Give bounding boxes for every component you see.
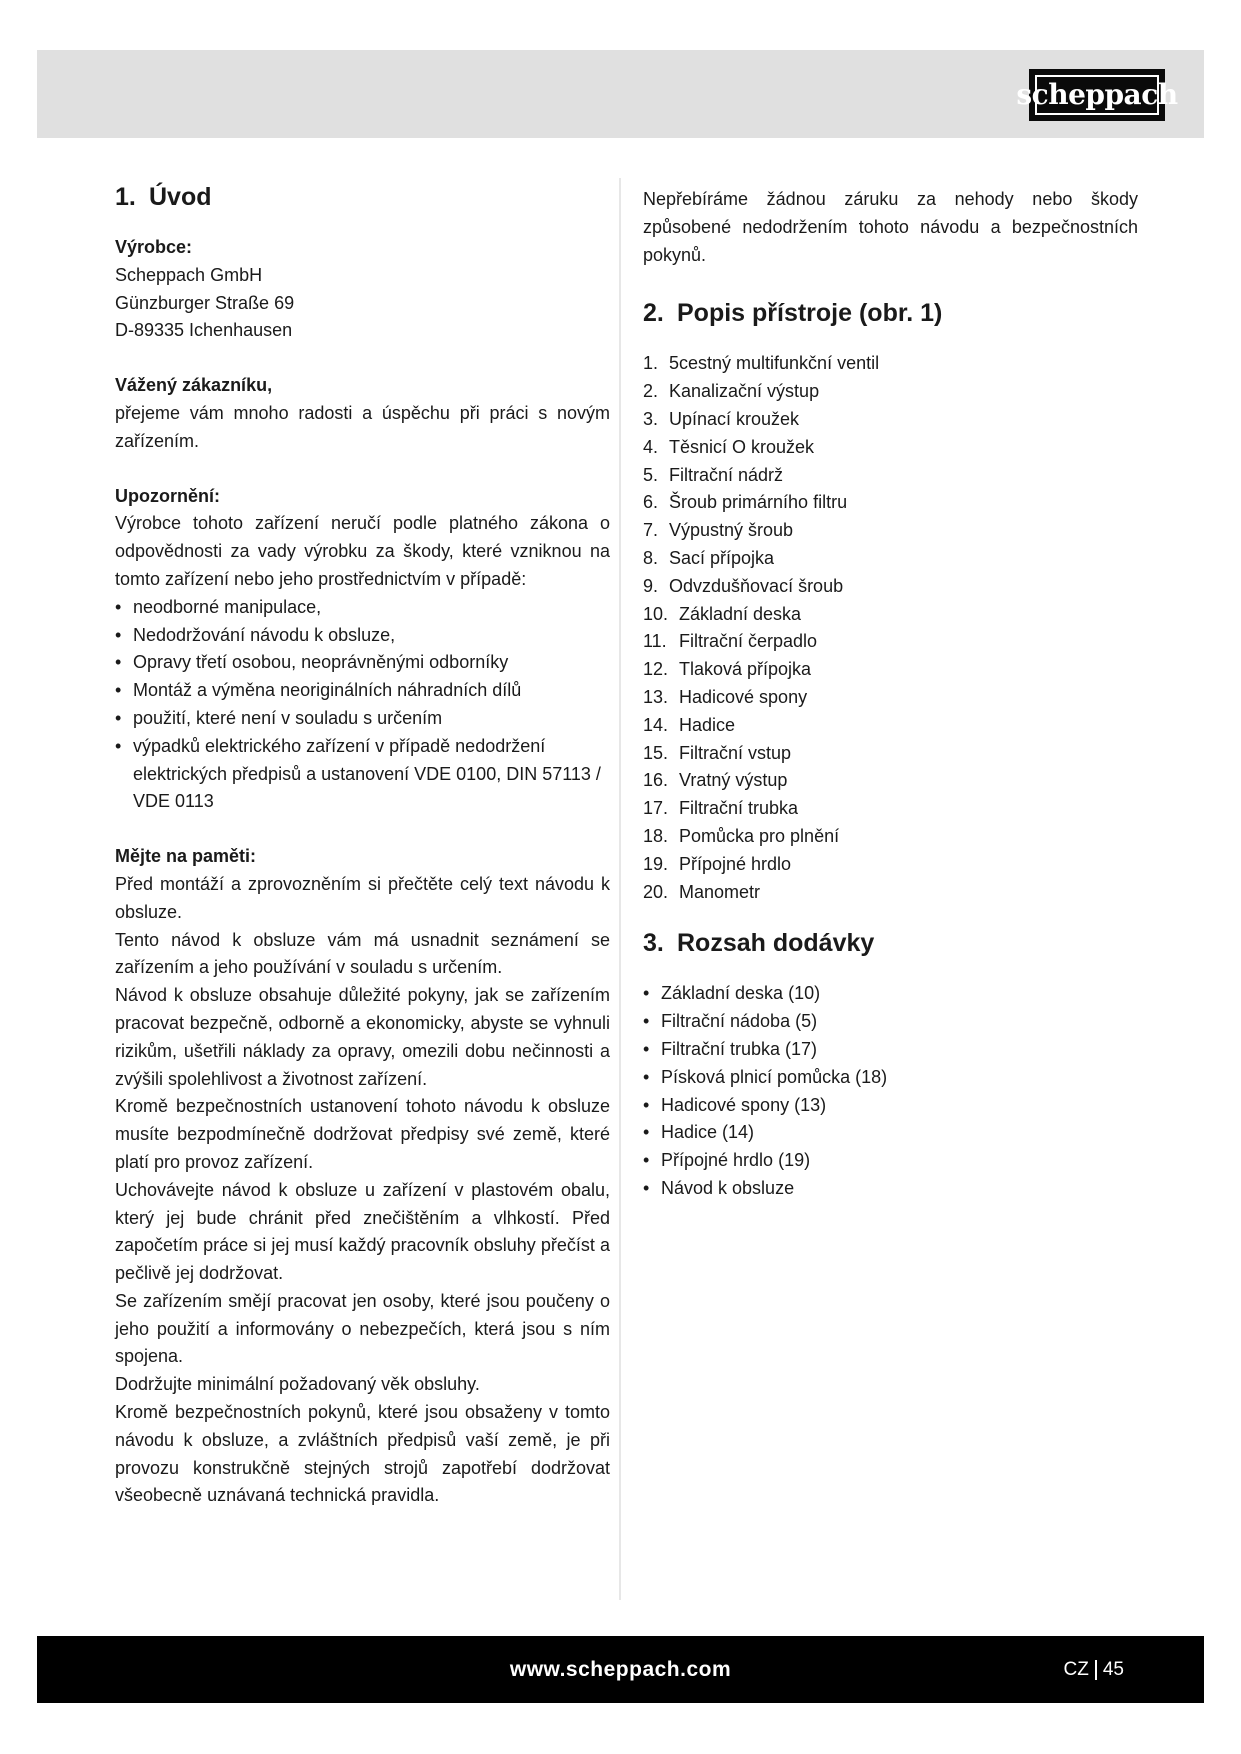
part-name: Pomůcka pro plnění bbox=[679, 825, 840, 846]
part-name: Filtrační trubka bbox=[679, 798, 799, 819]
part-number: 11. bbox=[643, 631, 667, 652]
list-item bbox=[643, 656, 1138, 684]
remember-paragraph: Před montáží a zprovozněním si přečtěte celý text návodu k obsluze. bbox=[115, 873, 610, 922]
section-1-title: Úvod bbox=[149, 183, 212, 211]
list-item: • Hadicové spony (13) bbox=[643, 1092, 1138, 1120]
list-item bbox=[643, 489, 1138, 517]
list-item bbox=[643, 684, 1138, 712]
page-indicator bbox=[1064, 1636, 1124, 1703]
remember-paragraph: Kromě bezpečnostních ustanovení tohoto návodu k obsluze musíte bezpodmínečně dodržovat předpisy své země, které platí pro provoz zařízení. bbox=[115, 1096, 610, 1172]
section-1-number: 1. bbox=[115, 183, 136, 211]
manufacturer-line: Scheppach GmbH bbox=[115, 264, 263, 285]
section-3-title: Rozsah dodávky bbox=[677, 929, 875, 958]
part-number: 17. bbox=[643, 798, 669, 819]
part-number: 10. bbox=[643, 603, 669, 624]
remember-label: Mějte na paměti: bbox=[115, 846, 257, 867]
part-name: 5cestný multifunkční ventil bbox=[669, 353, 880, 374]
list-item bbox=[643, 628, 1138, 656]
list-item bbox=[643, 851, 1138, 879]
disclaimer-text: Nepřebíráme žádnou záruku za nehody nebo škody způsobené nedodržením tohoto návodu a bezpečnostních pokynů. bbox=[643, 189, 1138, 265]
section-3-heading bbox=[643, 926, 1138, 960]
section-2-number: 2. bbox=[643, 299, 664, 328]
remember-paragraph: Návod k obsluze obsahuje důležité pokyny, jak se zařízením pracovat bezpečně, odborně a ekonomicky, abyste se vyhnuli rizikům, ušetřili náklady za opravy, omezili dobu nečinnosti a zvýšili spolehlivost a životnost zařízení. bbox=[115, 985, 610, 1089]
footer-bar bbox=[37, 1636, 1204, 1703]
section-1-heading bbox=[115, 180, 610, 214]
part-number: 6. bbox=[643, 492, 659, 513]
list-item: • Filtrační trubka (17) bbox=[643, 1036, 1138, 1064]
footer-url-text[interactable]: www.scheppach.com bbox=[509, 1657, 732, 1681]
part-name: Tlaková přípojka bbox=[679, 659, 812, 680]
list-item: • neodborné manipulace, bbox=[115, 594, 610, 622]
part-name: Vratný výstup bbox=[679, 770, 788, 791]
notice-label: Upozornění: bbox=[115, 485, 220, 506]
list-item bbox=[643, 823, 1138, 851]
greeting-label: Vážený zákazníku, bbox=[115, 375, 273, 396]
list-item: • Nedodržování návodu k obsluze, bbox=[115, 622, 610, 650]
list-item bbox=[643, 350, 1138, 378]
part-name: Hadicové spony bbox=[679, 686, 808, 707]
delivery-list bbox=[643, 980, 1138, 1202]
list-item bbox=[643, 406, 1138, 434]
greeting-text: přejeme vám mnoho radosti a úspěchu při práci s novým zařízením. bbox=[115, 402, 610, 451]
part-name: Filtrační vstup bbox=[679, 742, 792, 763]
part-name: Výpustný šroub bbox=[669, 520, 794, 541]
list-item bbox=[643, 545, 1138, 573]
list-item: • Písková plnicí pomůcka (18) bbox=[643, 1064, 1138, 1092]
column-divider bbox=[619, 178, 621, 1600]
part-name: Upínací kroužek bbox=[669, 408, 800, 429]
notice-text: Výrobce tohoto zařízení neručí podle platného zákona o odpovědnosti za vady výrobku za škody, které vzniknou na tomto zařízení nebo jeho prostřednictvím v případě: bbox=[115, 513, 610, 589]
list-item bbox=[643, 573, 1138, 601]
manufacturer-line: D-89335 Ichenhausen bbox=[115, 320, 293, 341]
part-name: Sací přípojka bbox=[669, 547, 775, 568]
part-name: Těsnicí O kroužek bbox=[669, 436, 815, 457]
section-2-heading bbox=[643, 296, 1138, 330]
part-name: Filtrační čerpadlo bbox=[679, 631, 818, 652]
logo-frame bbox=[1016, 75, 1178, 115]
part-number: 12. bbox=[643, 659, 669, 680]
list-item bbox=[643, 601, 1138, 629]
part-number: 8. bbox=[643, 547, 659, 568]
parts-list bbox=[643, 350, 1138, 906]
manufacturer-label: Výrobce: bbox=[115, 237, 193, 257]
list-item: • výpadků elektrického zařízení v případě nedodržení elektrických předpisů a ustanovení VDE 0100, DIN 57113 / VDE 0113 bbox=[115, 733, 610, 816]
part-name: Základní deska bbox=[679, 603, 802, 624]
left-column bbox=[115, 180, 610, 1510]
part-name: Kanalizační výstup bbox=[669, 381, 820, 402]
part-number: 18. bbox=[643, 825, 669, 846]
notice-list bbox=[115, 594, 610, 816]
remember-paragraph: Uchovávejte návod k obsluze u zařízení v plastovém obalu, který jej bude chránit před znečištěním a vlhkostí. Před započetím práce si jej musí každý pracovník obsluhy přečíst a pečlivě jej dodržovat. bbox=[115, 1179, 610, 1284]
list-item: • Přípojné hrdlo (19) bbox=[643, 1147, 1138, 1175]
scheppach-logo bbox=[1016, 69, 1178, 121]
part-number: 19. bbox=[643, 853, 669, 874]
list-item bbox=[643, 712, 1138, 740]
remember-paragraph: Kromě bezpečnostních pokynů, které jsou obsaženy v tomto návodu k obsluze, a zvláštních předpisů vaší země, je při provozu konstrukčně stejných strojů zapotřebí dodržovat všeobecně uznávaná technická pravidla. bbox=[115, 1402, 610, 1506]
part-number: 5. bbox=[643, 464, 659, 485]
remember-paragraph: Dodržujte minimální požadovaný věk obsluhy. bbox=[115, 1374, 480, 1395]
section-2-title: Popis přístroje (obr. 1) bbox=[677, 299, 943, 328]
part-number: 14. bbox=[643, 714, 669, 735]
part-number: 16. bbox=[643, 770, 669, 791]
part-name: Šroub primárního filtru bbox=[669, 492, 848, 513]
list-item: • Filtrační nádoba (5) bbox=[643, 1008, 1138, 1036]
list-item bbox=[643, 767, 1138, 795]
part-number: 3. bbox=[643, 408, 659, 429]
logo-text: scheppach bbox=[1016, 78, 1178, 111]
page-separator bbox=[1095, 1660, 1097, 1680]
list-item: • Návod k obsluze bbox=[643, 1175, 1138, 1203]
part-number: 15. bbox=[643, 742, 669, 763]
right-column bbox=[643, 186, 1138, 1203]
part-name: Přípojné hrdlo bbox=[679, 853, 792, 874]
part-name: Filtrační nádrž bbox=[669, 464, 784, 485]
remember-paragraph: Se zařízením smějí pracovat jen osoby, které jsou poučeny o jeho použití a informovány o nebezpečích, která jsou s ním spojena. bbox=[115, 1290, 610, 1367]
remember-paragraph: Tento návod k obsluze vám má usnadnit seznámení se zařízením a jeho používání v souladu s určením. bbox=[115, 929, 610, 978]
page-number: 45 bbox=[1102, 1658, 1124, 1680]
part-name: Hadice bbox=[679, 714, 736, 735]
part-number: 9. bbox=[643, 575, 659, 596]
part-number: 20. bbox=[643, 881, 669, 902]
list-item bbox=[643, 434, 1138, 462]
manufacturer-line: Günzburger Straße 69 bbox=[115, 292, 295, 313]
footer-url[interactable] bbox=[37, 1636, 1204, 1703]
part-name: Odvzdušňovací šroub bbox=[669, 575, 844, 596]
list-item bbox=[643, 378, 1138, 406]
list-item: • Opravy třetí osobou, neoprávněnými odborníky bbox=[115, 649, 610, 677]
section-3-number: 3. bbox=[643, 929, 664, 958]
list-item: • Základní deska (10) bbox=[643, 980, 1138, 1008]
part-number: 1. bbox=[643, 353, 659, 374]
list-item bbox=[643, 462, 1138, 490]
list-item bbox=[643, 879, 1138, 907]
list-item: • použití, které není v souladu s určením bbox=[115, 705, 610, 733]
part-number: 4. bbox=[643, 436, 659, 457]
part-number: 7. bbox=[643, 520, 659, 541]
list-item bbox=[643, 517, 1138, 545]
list-item bbox=[643, 795, 1138, 823]
language-code: CZ bbox=[1063, 1658, 1089, 1680]
list-item: • Hadice (14) bbox=[643, 1119, 1138, 1147]
part-number: 2. bbox=[643, 381, 659, 402]
part-name: Manometr bbox=[679, 881, 761, 902]
list-item: • Montáž a výměna neoriginálních náhradních dílů bbox=[115, 677, 610, 705]
part-number: 13. bbox=[643, 686, 669, 707]
list-item bbox=[643, 740, 1138, 768]
